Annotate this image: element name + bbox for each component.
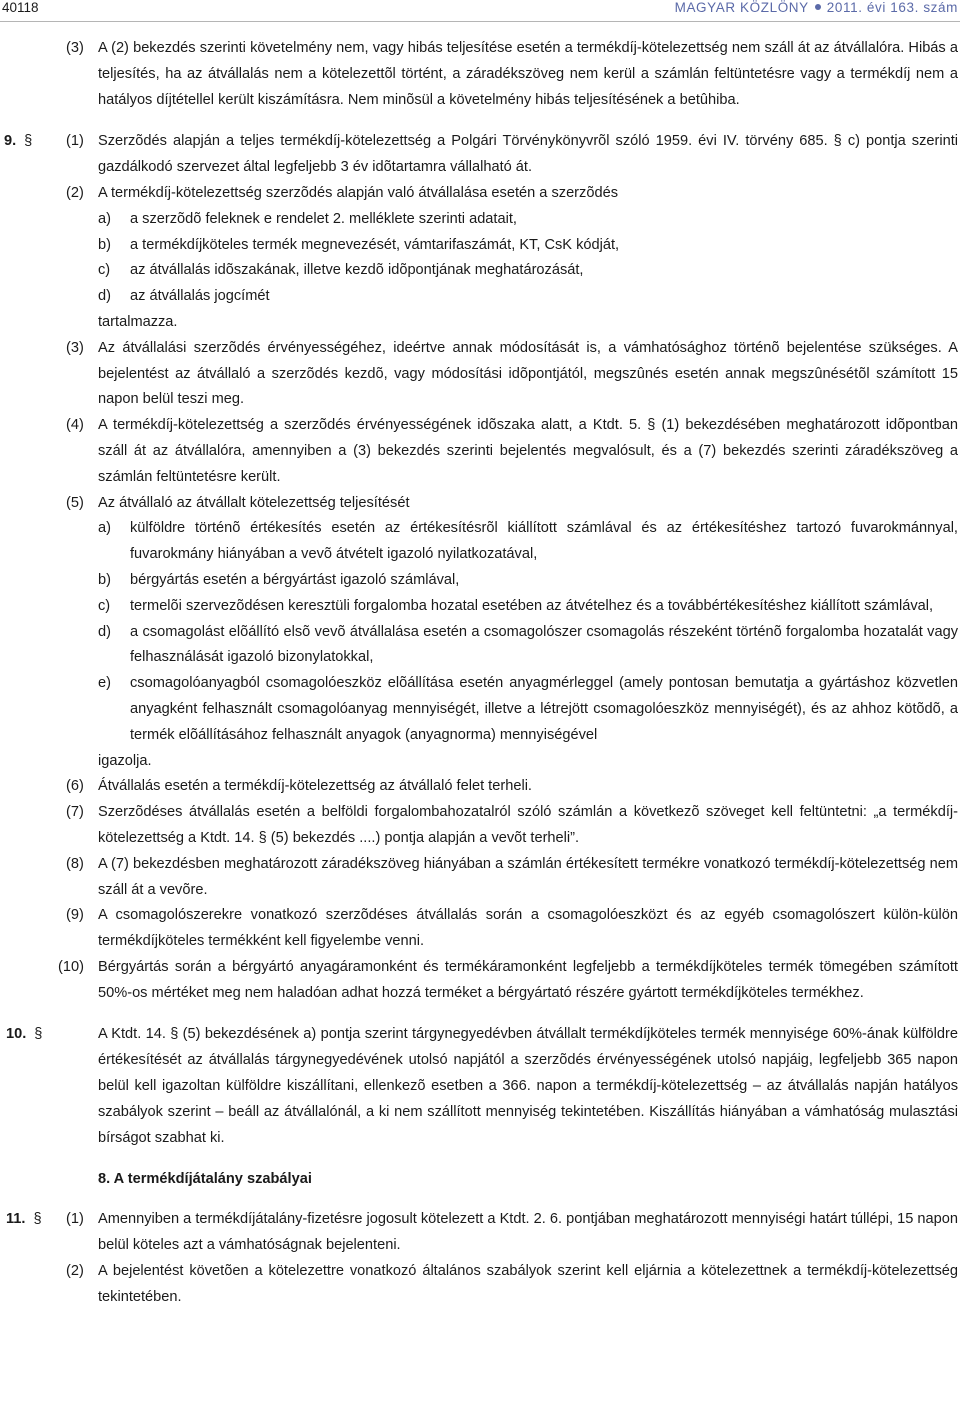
list-tail: igazolja. <box>98 752 152 769</box>
section-9-paragraph-3 <box>0 336 960 413</box>
section-9-paragraph-1 <box>0 129 960 181</box>
list-item <box>0 594 960 620</box>
section-label: 10. <box>6 1026 27 1043</box>
list-text: az átvállalás idõszakának, illetve kezdõ idõpontjának meghatározását, <box>130 262 584 279</box>
list-text: bérgyártás esetén a bérgyártást igazoló számlával, <box>130 571 460 588</box>
list-item <box>0 233 960 259</box>
paragraph-text: Szerzõdéses átvállalás esetén a belföldi forgalombahozatalról szóló számlán a következõ szöveget kell feltüntetni: „a termékdíj-kötelezettség a Ktdt. 14. § (5) bekezdés ....) pontja alapján a vevõt terheli”. <box>98 804 958 846</box>
list-item <box>0 568 960 594</box>
paragraph-text: Amennyiben a termékdíjátalány-fizetésre jogosult kötelezett a Ktdt. 2. 6. pontjában meghatározott mennyiségi határt túllépi, 15 napon belül köteles azt a vámhatóságnak bejelenteni. <box>98 1211 958 1254</box>
list-letter: b) <box>98 236 111 253</box>
paragraph-number: (6) <box>66 778 84 795</box>
list-item <box>0 284 960 310</box>
publication-name: MAGYAR KÖZLÖNY <box>674 0 809 15</box>
list-text: a csomagolást elõállító elsõ vevõ átvállalása esetén a csomagolószer csomagolás részeként történõ forgalomba hozatalát vagy felhasználását igazoló bizonylatokkal, <box>130 623 958 666</box>
paragraph-text: A (7) bekezdésben meghatározott záradékszöveg hiányában a számlán értékesített termékre vonatkozó termékdíj-kötelezettség nem száll át a vevõre. <box>98 855 958 898</box>
section-9-paragraph-5 <box>0 491 960 517</box>
list-letter: b) <box>98 571 111 588</box>
section-11-paragraph-1 <box>0 1207 960 1259</box>
section-number <box>6 1022 42 1048</box>
list-letter: a) <box>98 210 111 227</box>
paragraph-number: (2) <box>66 184 84 201</box>
issue-number: 2011. évi 163. szám <box>826 0 958 15</box>
list-text: a termékdíjköteles termék megnevezését, vámtarifaszámát, KT, CsK kódját, <box>130 236 620 253</box>
paragraph-number: (3) <box>66 339 84 356</box>
list-text: csomagolóanyagból csomagolóeszköz elõállítása esetén anyagmérleggel (amely pontosan bemutatja a gyártáshoz közvetlen anyagként felhasznált csomagolóanyag mennyiségét, illetve a létrejött csomagolóeszköz mennyiségét), és az ahhoz kötõdõ, a termék elõállításához felhasznált anyagok (anyagnorma) mennyiségével <box>130 675 958 743</box>
paragraph-number: (9) <box>66 907 84 924</box>
paragraph-number: (4) <box>66 417 84 434</box>
paragraph-number: (3) <box>66 40 84 56</box>
list-item <box>0 620 960 672</box>
paragraph-number: (10) <box>58 958 84 975</box>
list-letter: c) <box>98 262 111 279</box>
page-header <box>0 0 960 24</box>
paragraph-number: (1) <box>66 1211 84 1228</box>
paragraph-number: (1) <box>66 133 84 150</box>
paragraph-text: A termékdíj-kötelezettség szerzõdés alapján való átvállalása esetén a szerzõdés <box>98 184 618 201</box>
paragraph-text: Bérgyártás során a bérgyártó anyagáramonként és termékáramonként legfeljebb a termékdíjköteles termék tömegében számított 50%-os mértéket meg nem haladóan adhat hozzá terméket a bérgyártató részére gyártott termékdíjköteles termékhez. <box>98 958 958 1001</box>
paragraph-text: A (2) bekezdés szerinti követelmény nem, vagy hibás teljesítése esetén a termékdíj-kötelezettség nem száll át az átvállalóra. Hibás a teljesítés, ha az átvállalás nem a kötelezettõl történt, a záradékszöveg nem kerül a számlán feltüntetésre vagy a termékdíj nem a hatályos díjtétellel került kiszámításra. Nem minõsül a követelmény hibás teljesítésének a betûhiba. <box>98 40 958 108</box>
paragraph-text: Szerzõdés alapján a teljes termékdíj-kötelezettség a Polgári Törvénykönyvrõl szóló 1959. évi IV. törvény 685. § c) pontja szerinti gazdálkodó szervezet által legfeljebb 3 év idõtartamra vállalható át. <box>98 133 958 176</box>
section-9-paragraph-2 <box>0 181 960 207</box>
paragraph-8-3 <box>0 36 960 113</box>
list-text: termelõi szervezõdésen keresztüli forgalomba hozatal esetében az átvételhez és a továbbértékesítéshez kiállított számlával, <box>130 597 934 614</box>
list-letter: d) <box>98 288 111 305</box>
section-9-paragraph-10 <box>0 955 960 1007</box>
section-9-paragraph-9 <box>0 903 960 955</box>
list-item <box>0 671 960 748</box>
section-number <box>4 129 32 155</box>
list-item <box>0 207 960 233</box>
publication-info <box>675 0 958 15</box>
section-mark: § <box>34 1026 43 1043</box>
section-9-paragraph-6 <box>0 774 960 800</box>
paragraph-number: (8) <box>66 855 84 872</box>
section-9-paragraph-7 <box>0 800 960 852</box>
paragraph-text: A bejelentést követõen a kötelezettre vonatkozó általános szabályok szerint kell eljárnia a kötelezettnek a termékdíj-kötelezettség tekintetében. <box>98 1262 958 1305</box>
paragraph-text: A termékdíj-kötelezettség a szerzõdés érvényességének idõszaka alatt, a Ktdt. 5. § (1) bekezdésében meghatározott idõpontban száll át az átvállalóra, amennyiben a (3) bekezdés szerinti bejelentés megvalósult, és a (7) bekezdés szerinti záradékszöveg a számlán feltüntetésre került. <box>98 417 958 485</box>
section-label: 9. <box>4 133 17 150</box>
chapter-heading: 8. A termékdíjátalány szabályai <box>98 1171 312 1188</box>
bullet-separator <box>815 4 821 10</box>
paragraph-text: Átvállalás esetén a termékdíj-kötelezettség az átvállaló felet terheli. <box>98 778 532 795</box>
list-item <box>0 516 960 568</box>
section-mark: § <box>33 1211 42 1228</box>
page-number: 40118 <box>2 0 39 15</box>
section-9-paragraph-8 <box>0 852 960 904</box>
list-letter: c) <box>98 597 111 614</box>
paragraph-text: A csomagolószerekre vonatkozó szerzõdéses átvállalás során a csomagolóeszközt és az egyéb csomagolószert külön-külön termékdíjköteles termékként kell figyelembe venni. <box>98 907 958 950</box>
paragraph-text: A Ktdt. 14. § (5) bekezdésének a) pontja szerint tárgynegyedévben átvállalt termékdíjköteles termék mennyisége 60%-ának külföldre értékesítését az átvállalás tárgynegyedévének utolsó napjától a szerzõdés érvényességének utolsó napjáig, legfeljebb 365 napon belül kell igazoltan külföldre kiszállítani, ellenkezõ esetben a 366. napon a termékdíj-kötelezettség – az átvállalás napján hatályos szabályok szerint – beáll az átvállalónál, a ki nem szállított mennyiség tekintetében. Kiszállítás hiányában a vámhatóság mulasztási bírságot szabhat ki. <box>98 1026 958 1146</box>
paragraph-text: Az átvállalási szerzõdés érvényességéhez, ideértve annak módosítását is, a vámhatósághoz történõ bejelentése szükséges. A bejelentést az átvállaló a szerzõdés kezdõ, vagy módosítási idõpontjától, megszûnés esetén annak megszûnésétõl számított 15 napon belül teszi meg. <box>98 339 958 408</box>
paragraph-text: Az átvállaló az átvállalt kötelezettség teljesítését <box>98 494 410 511</box>
section-11-paragraph-2 <box>0 1259 960 1311</box>
section-10 <box>0 1022 960 1151</box>
paragraph-number: (5) <box>66 494 84 511</box>
list-letter: d) <box>98 623 111 640</box>
section-9-paragraph-4 <box>0 413 960 490</box>
section-label: 11. <box>6 1211 26 1228</box>
list-item <box>0 258 960 284</box>
header-divider <box>0 21 960 22</box>
list-letter: a) <box>98 520 111 537</box>
section-mark: § <box>24 133 33 150</box>
list-text: külföldre történõ értékesítés esetén az értékesítésrõl kiállított számlával és az értékesítéshez tartozó fuvarokmánnyal, fuvarokmány hiányában a vevõ átvételt igazoló nyilatkozatával, <box>130 520 958 563</box>
list-text: az átvállalás jogcímét <box>130 288 270 305</box>
paragraph-number: (7) <box>66 804 84 821</box>
section-number <box>6 1207 42 1233</box>
list-letter: e) <box>98 675 111 692</box>
document-body <box>0 36 960 1310</box>
paragraph-number: (2) <box>66 1262 84 1279</box>
list-text: a szerzõdõ feleknek e rendelet 2. melléklete szerinti adatait, <box>130 210 517 227</box>
list-tail: tartalmazza. <box>98 313 178 330</box>
